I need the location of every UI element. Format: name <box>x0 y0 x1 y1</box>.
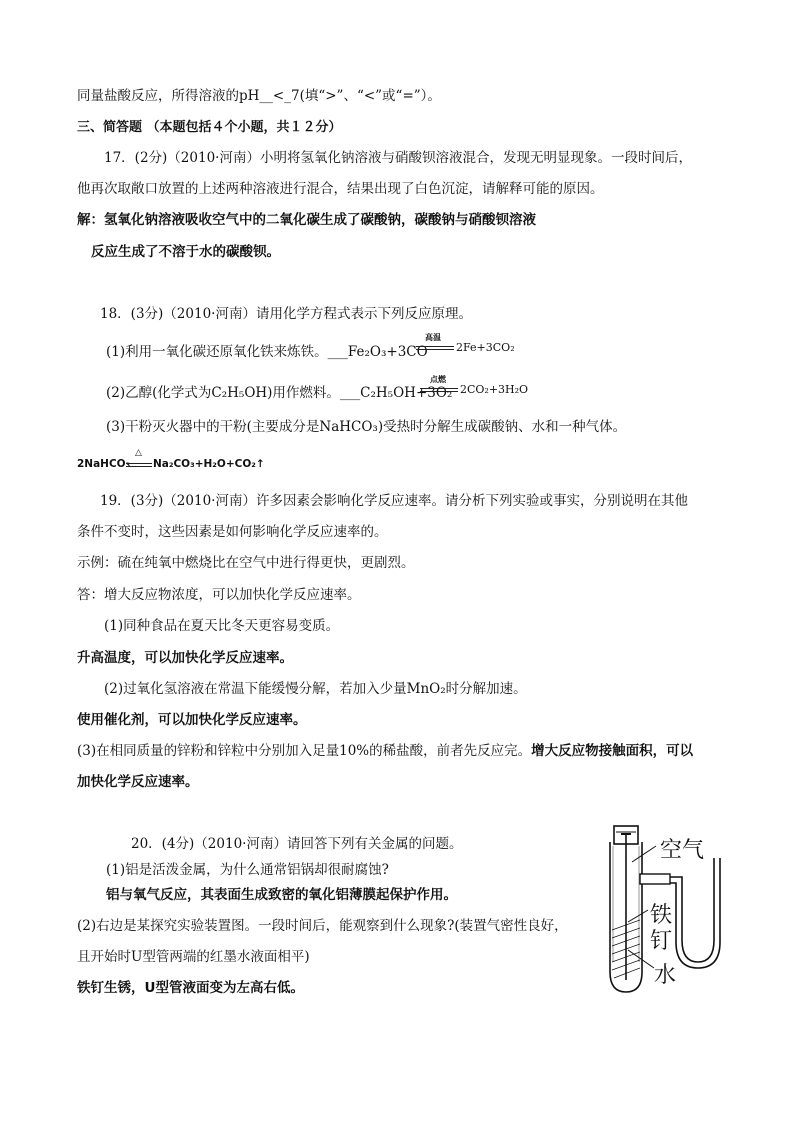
answer-20-1: 铝与氧气反应，其表面生成致密的氧化铝薄膜起保护作用。 <box>106 887 457 903</box>
question-20-2-line1: (2)右边是某探究实验装置图。一段时间后，能观察到什么现象?(装置气密性良好， <box>77 918 568 934</box>
connector-tube <box>640 874 670 884</box>
equation-equals-sign <box>420 388 458 392</box>
question-19-3-text: (3)在相同质量的锌粉和锌粒中分别加入足量10%的稀盐酸，前者先反应完。 <box>77 743 532 759</box>
question-19-1: (1)同种食品在夏天比冬天更容易变质。 <box>104 618 340 634</box>
question-17-line1: 17．(2分)（2010·河南）小明将氢氧化钠溶液与硝酸钡溶液混合，发现无明显现象。一段时间后， <box>104 150 692 166</box>
equation-18-1-products: 2Fe+3CO₂ <box>456 341 515 354</box>
question-18-3: (3)干粉灭火器中的干粉(主要成分是NaHCO₃)受热时分解生成碳酸钠、水和一种气体。 <box>106 419 627 435</box>
answer-19-1: 升高温度，可以加快化学反应速率。 <box>77 650 293 666</box>
example-answer: 答：增大反应物浓度，可以加快化学反应速率。 <box>77 587 361 603</box>
label-nail-2: 钉 <box>650 929 673 954</box>
question-18-1 <box>106 340 428 360</box>
question-19-line2: 条件不变时，这些因素是如何影响化学反应速率的。 <box>77 524 388 540</box>
label-water: 水 <box>654 963 677 988</box>
answer-18-3-reactant: 2NaHCO₃ <box>77 458 131 470</box>
question-18-1-text: (1)利用一氧化碳还原氧化铁来炼铁。___Fe₂O₃+3CO <box>106 344 428 360</box>
answer-17-line2: 反应生成了不溶于水的碳酸钡。 <box>91 244 280 260</box>
question-18: 18．(3分)（2010·河南）请用化学方程式表示下列反应原理。 <box>100 306 472 322</box>
answer-19-3-part2: 加快化学反应速率。 <box>77 774 199 790</box>
label-air: 空气 <box>660 838 705 863</box>
answer-18-3-products: Na₂CO₃+H₂O+CO₂↑ <box>153 458 265 470</box>
question-18-2 <box>106 381 452 401</box>
example-line: 示例：硫在纯氧中燃烧比在空气中进行得更快，更剧烈。 <box>77 555 415 571</box>
question-20-2-line2: 且开始时U型管两端的红墨水液面相平) <box>77 949 310 965</box>
question-18-2-text: (2)乙醇(化学式为C₂H₅OH)用作燃料。___C₂H₅OH+3O₂ <box>106 385 453 401</box>
text-line-ph: 同量盐酸反应，所得溶液的pH__<_7(填“>”、“<”或“=”）。 <box>77 88 441 104</box>
answer-19-3-part1: 增大反应物接触面积，可以 <box>531 743 694 759</box>
question-19-3 <box>77 739 693 759</box>
question-17-line2: 他再次取敞口放置的上述两种溶液进行混合，结果出现了白色沉淀，请解释可能的原因。 <box>77 181 604 197</box>
label-nail-1: 铁 <box>650 903 673 928</box>
condition-high-temp: 高温 <box>425 332 441 342</box>
question-19-line1: 19．(3分)（2010·河南）许多因素会影响化学反应速率。请分析下列实验或事实，分别说明在其他 <box>100 493 688 509</box>
question-20: 20．(4分)（2010·河南）请回答下列有关金属的问题。 <box>131 836 463 852</box>
equation-18-2-products: 2CO₂+3H₂O <box>460 383 529 396</box>
answer-19-2: 使用催化剂，可以加快化学反应速率。 <box>77 712 307 728</box>
answer-17-line1: 解：氢氧化钠溶液吸收空气中的二氧化碳生成了碳酸钠，碳酸钠与硝酸钡溶液 <box>77 212 536 228</box>
air-pointer-line <box>632 846 656 862</box>
condition-ignite: 点燃 <box>430 374 446 384</box>
question-19-2: (2)过氧化氢溶液在常温下能缓慢分解，若加入少量MnO₂时分解加速。 <box>104 681 527 697</box>
question-20-1: (1)铝是活泼金属，为什么通常铝锅却很耐腐蚀? <box>106 862 389 878</box>
nail-pointer-line <box>628 910 648 922</box>
condition-heat: △ <box>135 448 142 458</box>
section-heading: 三、简答题 （本题包括４个小题，共１２分） <box>77 120 342 135</box>
answer-20-2: 铁钉生锈，U型管液面变为左高右低。 <box>77 980 304 996</box>
equation-equals-sign <box>416 346 454 350</box>
equation-equals-sign <box>126 463 152 467</box>
